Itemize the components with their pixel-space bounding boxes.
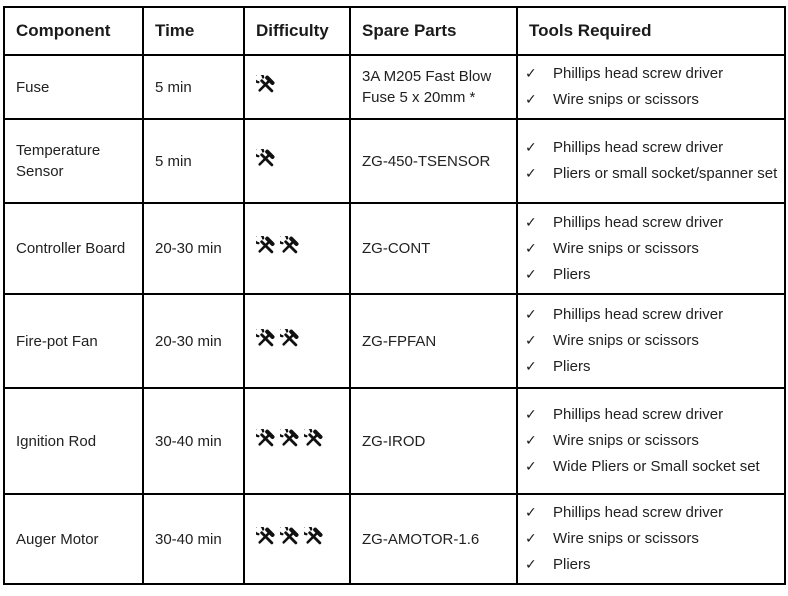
- crossed-wrench-hammer-icon: [280, 236, 299, 261]
- tool-label: Phillips head screw driver: [553, 65, 724, 82]
- tools-cell: [517, 494, 785, 584]
- tools-list: [525, 63, 780, 111]
- crossed-wrench-hammer-icon: [304, 429, 323, 454]
- tools-cell: [517, 55, 785, 119]
- tools-list: [525, 304, 780, 378]
- tool-label: Phillips head screw driver: [553, 139, 724, 156]
- table-header-row: [4, 7, 785, 55]
- tool-list-item: [525, 404, 780, 426]
- checkmark-icon: ✓: [525, 92, 537, 108]
- time-cell: 20-30 min: [143, 294, 244, 388]
- difficulty-rating: [256, 429, 341, 454]
- difficulty-cell: [244, 294, 350, 388]
- tool-label: Wire snips or scissors: [553, 432, 699, 449]
- tool-label: Pliers or small socket/spanner set: [553, 165, 778, 182]
- tool-list-item: [525, 304, 780, 326]
- column-header-time: Time: [143, 7, 244, 55]
- checkmark-icon: ✓: [525, 459, 537, 475]
- tool-label: Wire snips or scissors: [553, 239, 699, 257]
- tools-cell: [517, 203, 785, 294]
- tool-list-item: [525, 356, 780, 378]
- spare-part-cell: ZG-CONT: [350, 203, 517, 294]
- time-cell: 30-40 min: [143, 388, 244, 494]
- tool-list-item: [525, 528, 780, 550]
- spare-part-cell: ZG-FPFAN: [350, 294, 517, 388]
- difficulty-rating: [256, 527, 341, 552]
- tools-cell: [517, 119, 785, 203]
- tool-label: Pliers: [553, 265, 591, 283]
- component-cell: Controller Board: [4, 203, 143, 294]
- column-header-tools-required: Tools Required: [517, 7, 785, 55]
- checkmark-icon: ✓: [525, 240, 537, 257]
- checkmark-icon: ✓: [525, 433, 537, 449]
- checkmark-icon: ✓: [525, 214, 537, 231]
- component-cell: Auger Motor: [4, 494, 143, 584]
- column-header-difficulty: Difficulty: [244, 7, 350, 55]
- crossed-wrench-hammer-icon: [280, 329, 299, 354]
- difficulty-rating: [256, 329, 341, 354]
- tool-list-item: [525, 264, 780, 286]
- tool-label: Wire snips or scissors: [553, 91, 699, 108]
- spare-part-cell: ZG-IROD: [350, 388, 517, 494]
- crossed-wrench-hammer-icon: [256, 329, 275, 354]
- time-cell: 20-30 min: [143, 203, 244, 294]
- tool-list-item: [525, 238, 780, 260]
- tool-list-item: [525, 163, 780, 185]
- tools-list: [525, 137, 780, 185]
- crossed-wrench-hammer-icon: [256, 149, 275, 174]
- time-cell: 5 min: [143, 55, 244, 119]
- checkmark-icon: ✓: [525, 266, 537, 283]
- tool-list-item: [525, 63, 780, 85]
- tools-cell: [517, 388, 785, 494]
- difficulty-rating: [256, 236, 341, 261]
- difficulty-cell: [244, 494, 350, 584]
- table-row: [4, 55, 785, 119]
- table-row: [4, 203, 785, 294]
- checkmark-icon: ✓: [525, 140, 537, 156]
- tools-list: [525, 502, 780, 576]
- tool-list-item: [525, 89, 780, 111]
- spare-part-cell: ZG-450-TSENSOR: [350, 119, 517, 203]
- tool-label: Phillips head screw driver: [553, 406, 724, 423]
- crossed-wrench-hammer-icon: [256, 236, 275, 261]
- time-cell: 30-40 min: [143, 494, 244, 584]
- table-row: [4, 119, 785, 203]
- difficulty-cell: [244, 119, 350, 203]
- crossed-wrench-hammer-icon: [256, 527, 275, 552]
- tools-list: [525, 404, 780, 478]
- tool-list-item: [525, 330, 780, 352]
- checkmark-icon: ✓: [525, 505, 537, 521]
- time-cell: 5 min: [143, 119, 244, 203]
- tool-list-item: [525, 456, 780, 478]
- difficulty-cell: [244, 55, 350, 119]
- tool-label: Wire snips or scissors: [553, 530, 699, 547]
- checkmark-icon: ✓: [525, 531, 537, 547]
- difficulty-rating: [256, 75, 341, 100]
- crossed-wrench-hammer-icon: [256, 429, 275, 454]
- crossed-wrench-hammer-icon: [256, 75, 275, 100]
- difficulty-cell: [244, 388, 350, 494]
- crossed-wrench-hammer-icon: [280, 527, 299, 552]
- component-cell: Temperature Sensor: [4, 119, 143, 203]
- crossed-wrench-hammer-icon: [280, 429, 299, 454]
- checkmark-icon: ✓: [525, 307, 537, 323]
- component-cell: Ignition Rod: [4, 388, 143, 494]
- difficulty-cell: [244, 203, 350, 294]
- tool-label: Phillips head screw driver: [553, 504, 724, 521]
- checkmark-icon: ✓: [525, 557, 537, 573]
- component-cell: Fuse: [4, 55, 143, 119]
- tool-label: Pliers: [553, 358, 591, 375]
- spare-part-cell: ZG-AMOTOR-1.6: [350, 494, 517, 584]
- tool-label: Wire snips or scissors: [553, 332, 699, 349]
- tool-label: Phillips head screw driver: [553, 213, 724, 231]
- spare-parts-table: [3, 6, 786, 585]
- component-cell: Fire-pot Fan: [4, 294, 143, 388]
- tool-list-item: [525, 430, 780, 452]
- tool-label: Pliers: [553, 556, 591, 573]
- checkmark-icon: ✓: [525, 407, 537, 423]
- checkmark-icon: ✓: [525, 66, 537, 82]
- column-header-spare-parts: Spare Parts: [350, 7, 517, 55]
- tools-cell: [517, 294, 785, 388]
- difficulty-rating: [256, 149, 341, 174]
- table-body: [4, 55, 785, 584]
- tool-label: Wide Pliers or Small socket set: [553, 458, 760, 475]
- column-header-component: Component: [4, 7, 143, 55]
- spare-part-cell: 3A M205 Fast Blow Fuse 5 x 20mm *: [350, 55, 517, 119]
- tools-list: [525, 212, 780, 286]
- table-row: [4, 388, 785, 494]
- tool-list-item: [525, 212, 780, 234]
- checkmark-icon: ✓: [525, 359, 537, 375]
- crossed-wrench-hammer-icon: [304, 527, 323, 552]
- tool-list-item: [525, 137, 780, 159]
- tool-list-item: [525, 502, 780, 524]
- table-row: [4, 494, 785, 584]
- checkmark-icon: ✓: [525, 333, 537, 349]
- table-row: [4, 294, 785, 388]
- checkmark-icon: ✓: [525, 166, 537, 182]
- tool-label: Phillips head screw driver: [553, 306, 724, 323]
- tool-list-item: [525, 554, 780, 576]
